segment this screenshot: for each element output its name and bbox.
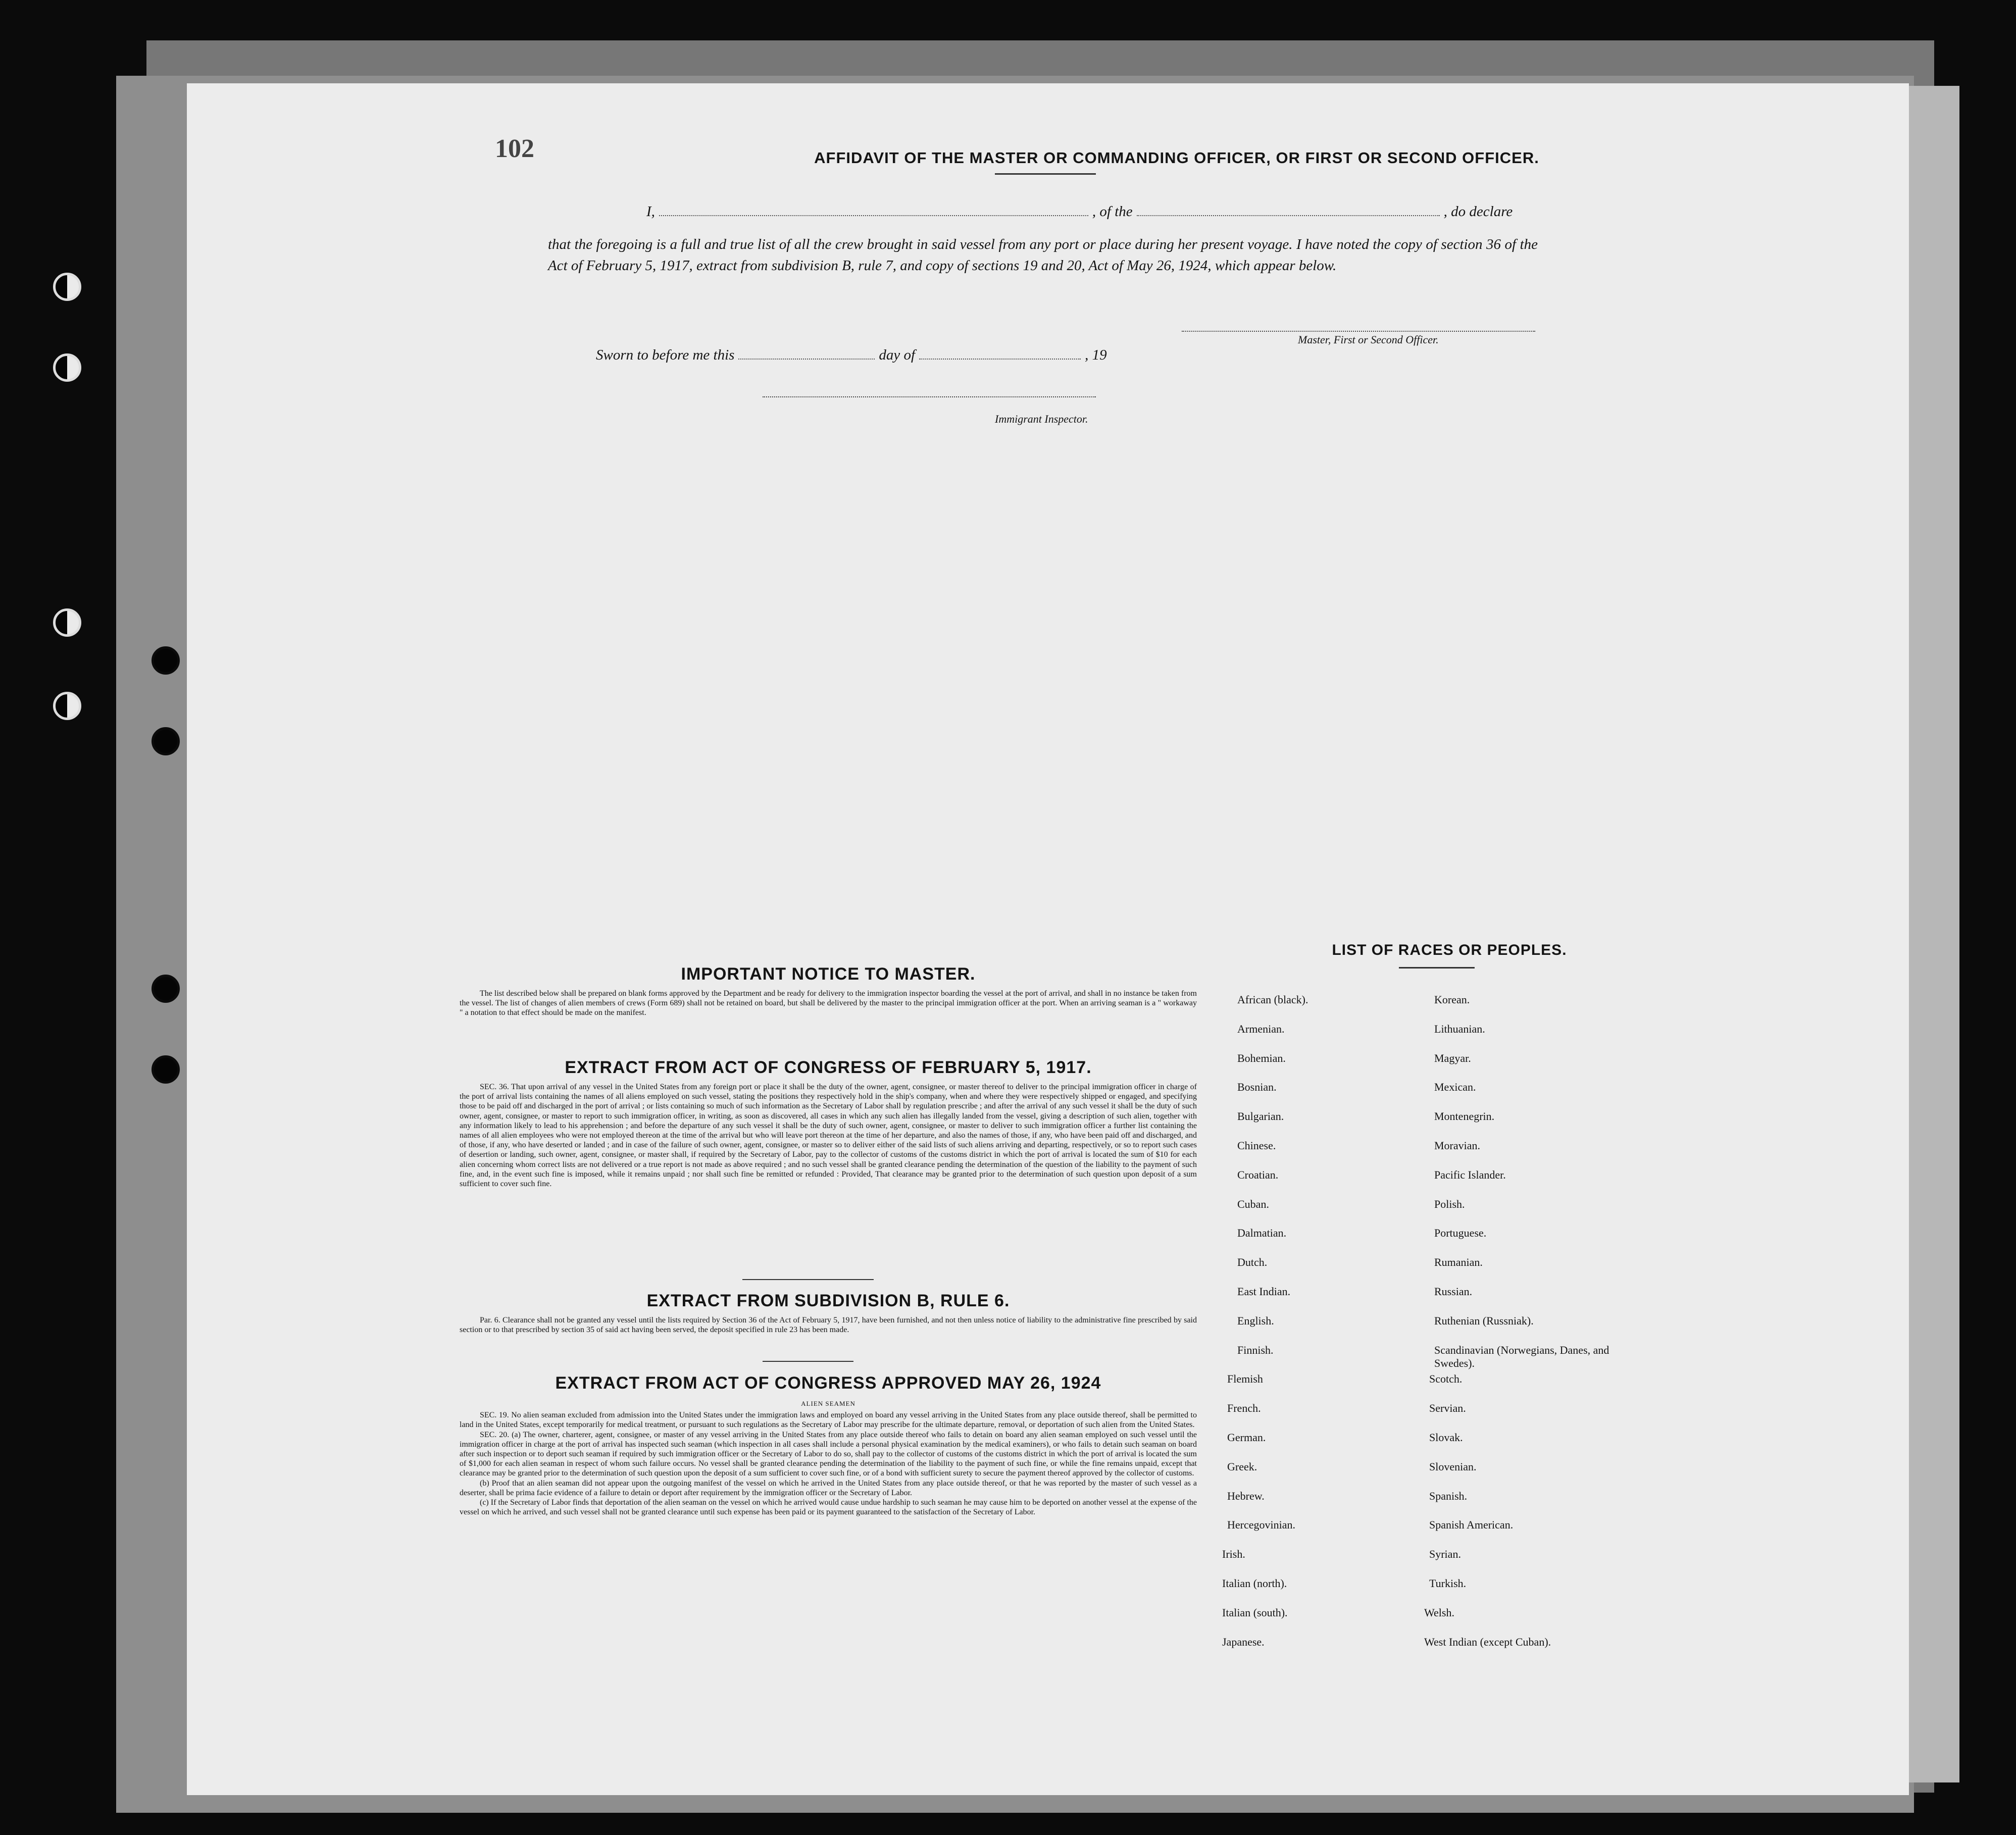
extract-1924-title: EXTRACT FROM ACT OF CONGRESS APPROVED MAY 26, 1924 bbox=[555, 1373, 1101, 1393]
inspector-label: Immigrant Inspector. bbox=[995, 413, 1088, 425]
binder-hole bbox=[152, 1055, 180, 1084]
extract-1917-text bbox=[460, 1082, 1197, 1189]
race-entry: Armenian. bbox=[1237, 1023, 1285, 1035]
sworn-month-field[interactable] bbox=[919, 358, 1081, 360]
race-entry: Japanese. bbox=[1222, 1636, 1265, 1648]
race-entry: Greek. bbox=[1227, 1460, 1257, 1473]
race-entry: Spanish American. bbox=[1429, 1518, 1514, 1531]
vessel-name-field[interactable] bbox=[1137, 215, 1440, 216]
sec-20a-paragraph: SEC. 20. (a) The owner, charterer, agent, consignee, or master of any vessel arriving in the United States from any place outside thereof who fails to detain on board any alien seaman employed on such vessel until the immigration officer in charge at the port of arrival has inspected such seaman (which inspection in all cases shall include a personal physical examination by the medical examiners), or who fails to detain such seaman on board after such inspection or to deport such seaman if required by such immigration officer or the Secretary of Labor to do so, shall pay to the collector of customs of the customs district in which the port of arrival is located the sum of $1,000 for each alien seaman in respect of whom such failure occurs. No vessel shall be granted clearance pending the determination of the liability to the payment of such fine, or while the fine remains unpaid, except that clearance may be granted prior to the determination of such question upon the deposit of a sum sufficient to cover such fine, or of a bond with sufficient surety to secure the payment thereof approved by the collector of customs. bbox=[460, 1430, 1197, 1478]
race-entry: Dutch. bbox=[1237, 1256, 1268, 1268]
notice-text bbox=[460, 989, 1197, 1018]
race-entry: Hebrew. bbox=[1227, 1490, 1265, 1502]
page-number-mark: 102 bbox=[495, 134, 534, 163]
race-entry: Moravian. bbox=[1434, 1139, 1481, 1152]
race-entry: Mexican. bbox=[1434, 1081, 1476, 1093]
subdivision-title: EXTRACT FROM SUBDIVISION B, RULE 6. bbox=[646, 1291, 1010, 1310]
race-entry: African (black). bbox=[1237, 993, 1308, 1006]
race-entry: West Indian (except Cuban). bbox=[1424, 1636, 1551, 1648]
race-entry: Italian (south). bbox=[1222, 1606, 1288, 1619]
divider bbox=[742, 1279, 874, 1280]
race-entry: Flemish bbox=[1227, 1372, 1263, 1385]
declaration-of-the: , of the bbox=[1092, 203, 1133, 220]
race-entry: Hercegovinian. bbox=[1227, 1518, 1295, 1531]
race-entry: Montenegrin. bbox=[1434, 1110, 1495, 1123]
race-entry: German. bbox=[1227, 1431, 1266, 1444]
sec-20b-paragraph: (b) Proof that an alien seaman did not appear upon the outgoing manifest of the vessel on which he arrived in the United States from any place outside thereof, or that he was reported by the master of such vessel as a deserter, shall be prima facie evidence of a failure to detain or deport after requirement by the immigration officer or the Secretary of Labor. bbox=[460, 1479, 1197, 1497]
sec-20c-paragraph: (c) If the Secretary of Labor finds that deportation of the alien seaman on the vessel on which he arrived would cause undue hardship to such seaman he may cause him to be deported on another vessel at the expense of the vessel on which he arrived, and such vessel shall not be granted clearance until such expense has been paid or its payment guaranteed to the satisfaction of the Secretary of Labor. bbox=[460, 1498, 1197, 1517]
race-entry: Finnish. bbox=[1237, 1344, 1274, 1356]
race-entry: Bohemian. bbox=[1237, 1052, 1286, 1064]
race-entry: Pacific Islander. bbox=[1434, 1168, 1506, 1181]
binder-hole bbox=[152, 646, 180, 675]
races-title: LIST OF RACES OR PEOPLES. bbox=[1332, 942, 1567, 958]
race-entry: French. bbox=[1227, 1402, 1261, 1414]
race-entry: Bulgarian. bbox=[1237, 1110, 1284, 1123]
race-entry: Slovak. bbox=[1429, 1431, 1463, 1444]
notice-paragraph: The list described below shall be prepared on blank forms approved by the Department and be ready for delivery to the immigration inspector boarding the vessel at the port of arrival, and shall in no instance be taken from the vessel. The list of changes of alien members of crews (Form 689) shall not be retained on board, but shall be delivered by the master to the principal immigration officer at the port. When an arriving seaman is a " workaway " a notation to that effect should be made on the manifest. bbox=[460, 989, 1197, 1017]
sworn-day-of: day of bbox=[879, 347, 916, 363]
race-entry: Lithuanian. bbox=[1434, 1023, 1485, 1035]
race-entry: Servian. bbox=[1429, 1402, 1466, 1414]
race-entry: Spanish. bbox=[1429, 1490, 1468, 1502]
declaration-do-declare: , do declare bbox=[1443, 203, 1513, 220]
divider bbox=[995, 173, 1096, 175]
extract-1917-title: EXTRACT FROM ACT OF CONGRESS OF FEBRUARY 5, 1917. bbox=[565, 1058, 1092, 1077]
binder-hole bbox=[53, 273, 81, 301]
par-6-paragraph: Par. 6. Clearance shall not be granted any vessel until the lists required by Section 36 of the Act of February 5, 1917, have been furnished, and not then unless notice of liability to the administrative fine prescribed by said section or to that prescribed by section 35 of said act having been served, the deposit specified in rule 23 has been made. bbox=[460, 1316, 1197, 1335]
section-36-paragraph: SEC. 36. That upon arrival of any vessel in the United States from any foreign port or place it shall be the duty of the owner, agent, consignee, or master thereof to deliver to the principal immigration officer in charge of the port of arrival lists containing the names of all aliens employed on such vessel, stating the positions they respectively hold in the ship's company, when and where they were respectively shipped or engaged, and specifying those to be paid off and discharged in the port of arrival ; or lists containing so much of such information as the Secretary of Labor shall by regulation prescribe ; and after the arrival of any such vessel it shall be the duty of such owner, agent, consignee, or master to report to such immigration officer, in writing, as soon as discovered, all cases in which any such alien has illegally landed from the vessel, giving a description of such alien, together with any information likely to lead to his apprehension ; and before the departure of any such vessel it shall be the duty of such owner, agent, consignee, or master to deliver to such immigration officer a further list containing the names of all alien employees who were not employed thereon at the time of the arrival but who will leave port thereon at the time of her departure, and also the names of those, if any, who have been paid off and discharged, and of those, if any, who have deserted or landed ; and in case of the failure of such owner, agent, consignee, or master so to deliver either of the said lists of such aliens arriving and departing, respectively, or so to report such cases of desertion or landing, such owner, agent, consignee, or master shall, if required by the Secretary of Labor, pay to the collector of customs of the customs district in which the port of arrival is located the sum of $10 for each alien concerning whom correct lists are not delivered or a true report is not made as above required ; and no such vessel shall be granted clearance pending the determination of the question of the liability to the payment of such fine, and, in the event such fine is imposed, while it remains unpaid ; nor shall such fine be remitted or refunded : Provided, That clearance may be granted prior to the determination of such question upon deposit of a sum sufficient to cover such fine. bbox=[460, 1083, 1197, 1189]
notice-title: IMPORTANT NOTICE TO MASTER. bbox=[681, 964, 976, 984]
alien-seamen-subtitle: ALIEN SEAMEN bbox=[801, 1400, 855, 1407]
extract-1924-text bbox=[460, 1399, 1197, 1517]
declaration-i: I, bbox=[646, 203, 655, 220]
race-entry: Syrian. bbox=[1429, 1548, 1461, 1560]
binder-hole bbox=[53, 353, 81, 382]
race-entry: Cuban. bbox=[1237, 1198, 1269, 1210]
race-entry: Italian (north). bbox=[1222, 1577, 1287, 1590]
race-entry: Magyar. bbox=[1434, 1052, 1471, 1064]
race-entry: Chinese. bbox=[1237, 1139, 1276, 1152]
binder-hole bbox=[152, 727, 180, 755]
race-entry: Polish. bbox=[1434, 1198, 1465, 1210]
race-entry: Portuguese. bbox=[1434, 1227, 1487, 1239]
sworn-day-field[interactable] bbox=[738, 358, 875, 360]
race-entry: Slovenian. bbox=[1429, 1460, 1477, 1473]
race-entry: Turkish. bbox=[1429, 1577, 1467, 1590]
race-entry: Welsh. bbox=[1424, 1606, 1454, 1619]
manifest-page bbox=[187, 83, 1909, 1795]
divider bbox=[1399, 967, 1475, 969]
master-signature-label: Master, First or Second Officer. bbox=[1298, 333, 1439, 346]
race-entry: Russian. bbox=[1434, 1285, 1473, 1298]
race-entry: Scandinavian (Norwegians, Danes, and Swedes). bbox=[1434, 1344, 1609, 1369]
binder-hole bbox=[53, 608, 81, 637]
binder-hole bbox=[152, 975, 180, 1003]
sworn-year: , 19 bbox=[1085, 347, 1107, 363]
sec-19-paragraph: SEC. 19. No alien seaman excluded from admission into the United States under the immigration laws and employed on board any vessel arriving in the United States from any place outside thereof, shall be permitted to land in the United States, except temporarily for medical treatment, or pursuant to such regulations as the Secretary of Labor may prescribe for the ultimate departure, removal, or deportation of such alien from the United States. bbox=[460, 1411, 1197, 1430]
affidavit-title: AFFIDAVIT OF THE MASTER OR COMMANDING OFFICER, OR FIRST OR SECOND OFFICER. bbox=[814, 149, 1539, 167]
race-entry: Dalmatian. bbox=[1237, 1227, 1287, 1239]
affidavit-declaration-line bbox=[591, 203, 1535, 220]
race-entry: English. bbox=[1237, 1314, 1274, 1327]
race-entry: East Indian. bbox=[1237, 1285, 1291, 1298]
binder-hole bbox=[53, 692, 81, 720]
sworn-prefix: Sworn to before me this bbox=[596, 347, 735, 363]
race-entry: Korean. bbox=[1434, 993, 1470, 1006]
inspector-signature-field[interactable] bbox=[763, 396, 1096, 397]
race-entry: Rumanian. bbox=[1434, 1256, 1483, 1268]
divider bbox=[763, 1361, 853, 1362]
race-entry: Irish. bbox=[1222, 1548, 1245, 1560]
affidavit-body: that the foregoing is a full and true list of all the crew brought in said vessel from any port or place during her present voyage. I have noted the copy of section 36 of the Act of February 5, 1917, extract from subdivision B, rule 7, and copy of sections 19 and 20, Act of May 26, 1924, which appear below. bbox=[548, 236, 1538, 274]
race-entry: Croatian. bbox=[1237, 1168, 1279, 1181]
officer-name-field[interactable] bbox=[659, 215, 1088, 216]
race-entry: Bosnian. bbox=[1237, 1081, 1277, 1093]
sworn-line bbox=[596, 347, 1540, 364]
master-signature-field[interactable] bbox=[1182, 331, 1535, 332]
race-entry: Ruthenian (Russniak). bbox=[1434, 1314, 1534, 1327]
subdivision-text bbox=[460, 1315, 1197, 1335]
race-entry: Scotch. bbox=[1429, 1372, 1463, 1385]
